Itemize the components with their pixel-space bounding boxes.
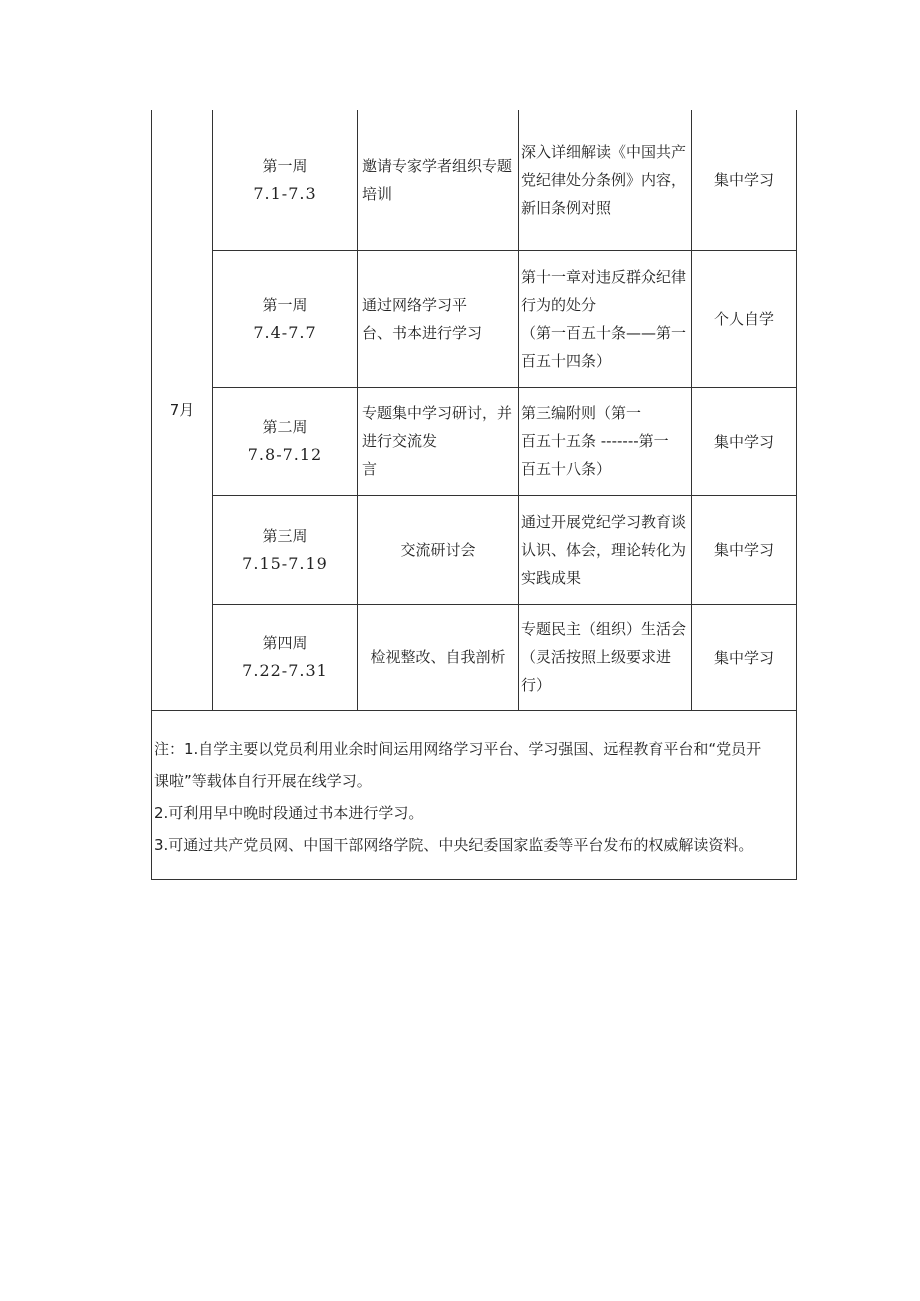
week-cell [213,495,358,604]
note-line: 3.可通过共产党员网、中国干部网络学院、中央纪委国家监委等平台发布的权威解读资料。 [154,835,754,854]
study-type-cell: 个人自学 [692,250,797,387]
week-cell [213,387,358,495]
week-label: 第一周 [262,295,308,314]
week-cell [213,110,358,250]
table-row [152,250,797,387]
form-line: 培训 [362,184,393,203]
content-line: 新旧条例对照 [521,198,612,217]
content-line: 认识、体会，理论转化为 [521,540,687,559]
week-label: 第三周 [262,526,308,545]
content-line: 实践成果 [521,568,582,587]
content-line: 专题民主（组织）生活会 [521,620,687,638]
content-cell [519,250,692,387]
content-line: 第十一章对违反群众纪律 [521,267,687,286]
content-cell [519,495,692,604]
content-cell [519,387,692,495]
content-line: （第一百五十条——第一 [521,323,687,342]
week-cell [213,250,358,387]
table-row [152,387,797,495]
content-line: 百五十八条） [521,460,612,478]
week-label: 第四周 [262,634,308,652]
table-row [152,604,797,710]
form-cell [358,110,519,250]
form-line: 检视整改、自我剖析 [370,648,506,666]
content-line: 党纪律处分条例》内容， [521,170,687,189]
table-row [152,110,797,250]
form-line: 言 [362,460,378,478]
notes-cell [152,710,797,879]
content-line: 行） [521,676,552,694]
form-line: 专题集中学习研讨，并 [362,404,513,422]
date-range: 7.22-7.31 [242,661,328,680]
form-line: 通过网络学习平 [362,295,468,314]
form-cell [358,604,519,710]
study-type-cell: 集中学习 [692,110,797,250]
study-type-cell: 集中学习 [692,387,797,495]
date-range: 7.8-7.12 [247,445,323,464]
study-type-cell: 集中学习 [692,495,797,604]
form-line: 台、书本进行学习 [362,323,483,342]
study-type-cell: 集中学习 [692,604,797,710]
content-line: （灵活按照上级要求进 [521,648,672,666]
form-cell [358,250,519,387]
notes-row [152,710,797,879]
date-range: 7.4-7.7 [253,322,317,342]
content-line: 百五十四条） [521,351,612,370]
table-row [152,495,797,604]
note-line: 2.可利用早中晚时段通过书本进行学习。 [154,803,424,822]
note-line: 注：1.自学主要以党员利用业余时间运用网络学习平台、学习强国、远程教育平台和“党员开 [154,739,762,758]
content-line: 通过开展党纪学习教育谈 [521,512,687,531]
content-line: 第三编附则（第一 [521,404,642,422]
week-label: 第一周 [262,156,308,175]
content-cell [519,110,692,250]
week-label: 第二周 [262,418,308,436]
content-cell [519,604,692,710]
form-line: 进行交流发 [362,432,438,450]
form-line: 交流研讨会 [400,540,476,559]
note-line: 课啦”等载体自行开展在线学习。 [154,771,372,790]
form-cell [358,387,519,495]
content-line: 百五十五条 -------第一 [521,432,669,450]
week-cell [213,604,358,710]
month-cell: 7月 [152,110,213,710]
form-line: 邀请专家学者组织专题 [362,156,513,175]
form-cell [358,495,519,604]
content-line: 行为的处分 [521,295,597,314]
study-schedule-table [151,110,797,880]
content-line: 深入详细解读《中国共产 [521,142,687,161]
date-range: 7.15-7.19 [242,553,328,573]
date-range: 7.1-7.3 [253,183,317,203]
